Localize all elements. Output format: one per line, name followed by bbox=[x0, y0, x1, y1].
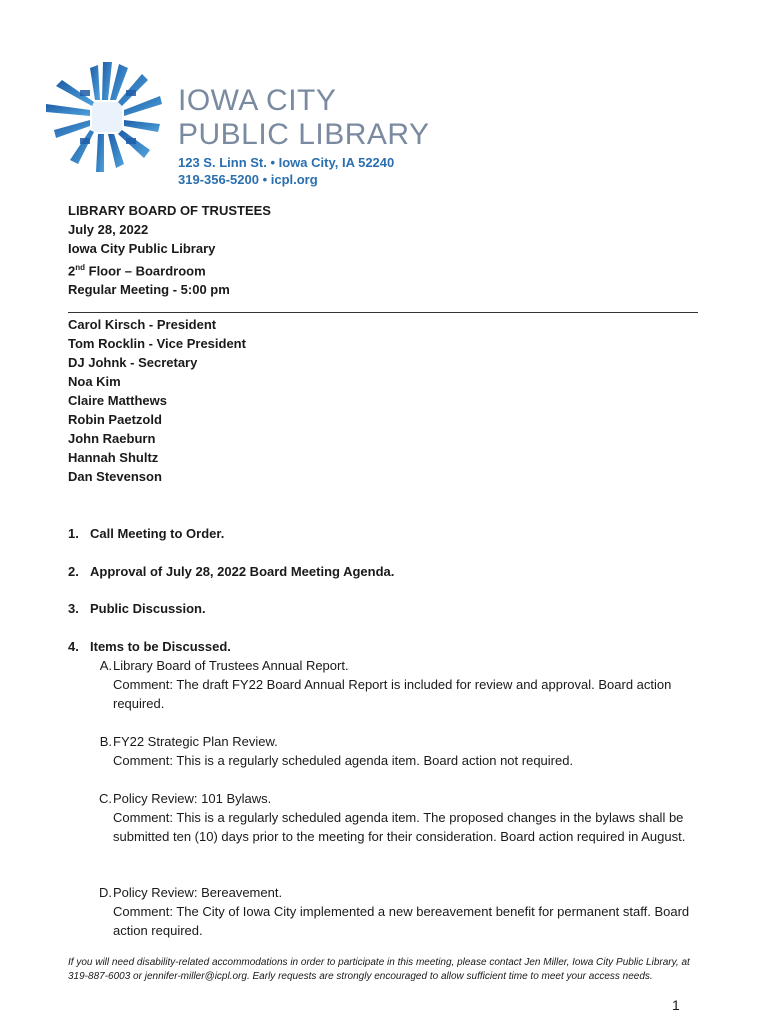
meeting-title: LIBRARY BOARD OF TRUSTEES bbox=[68, 203, 271, 218]
member-name: Hannah Shultz bbox=[68, 450, 159, 465]
agenda-item-number: 1. bbox=[68, 526, 79, 541]
meeting-time: Regular Meeting - 5:00 pm bbox=[68, 282, 230, 298]
member-name: DJ Johnk - Secretary bbox=[68, 355, 198, 370]
floor-number: 2 bbox=[68, 263, 76, 279]
divider bbox=[68, 312, 698, 313]
agenda-item-title: Public Discussion. bbox=[90, 601, 206, 616]
library-logo bbox=[40, 60, 430, 187]
agenda-item-title: Items to be Discussed. bbox=[90, 639, 231, 654]
subitem-comment: Comment: This is a regularly scheduled agenda item. The proposed changes in the bylaws shall be submitted ten (10) days prior to the meeting for their consideration. Board action required in August. bbox=[113, 810, 686, 844]
subitem-title: Policy Review: Bereavement. bbox=[113, 885, 283, 900]
subitem-letter: B. bbox=[99, 734, 112, 749]
member-name: Noa Kim bbox=[68, 374, 121, 389]
logo-address: 123 S. Linn St. • Iowa City, IA 52240 bbox=[178, 155, 395, 170]
agenda-item-number: 3. bbox=[68, 601, 79, 616]
subitem-comment: Comment: This is a regularly scheduled agenda item. Board action not required. bbox=[113, 753, 574, 768]
subitem-title: Policy Review: 101 Bylaws. bbox=[113, 791, 272, 806]
meeting-location: Iowa City Public Library bbox=[68, 241, 216, 256]
meeting-date: July 28, 2022 bbox=[68, 222, 149, 237]
logo-name-line2: PUBLIC LIBRARY bbox=[178, 118, 430, 151]
member-name: Carol Kirsch - President bbox=[68, 317, 217, 332]
agenda-item-number: 2. bbox=[68, 564, 79, 579]
agenda-item-title: Call Meeting to Order. bbox=[90, 526, 225, 541]
logo-sunburst-icon bbox=[40, 60, 175, 185]
page-number: 1 bbox=[672, 997, 680, 1013]
member-name: Tom Rocklin - Vice President bbox=[68, 336, 246, 351]
board-members-list bbox=[68, 315, 246, 486]
meeting-floor bbox=[68, 258, 271, 280]
member-name: Dan Stevenson bbox=[68, 469, 162, 484]
subitem-title: FY22 Strategic Plan Review. bbox=[113, 734, 278, 749]
subitem-comment: Comment: The draft FY22 Board Annual Report is included for review and approval. Board action required. bbox=[113, 677, 672, 711]
member-name: Claire Matthews bbox=[68, 393, 167, 408]
floor-suffix: nd bbox=[75, 263, 86, 272]
logo-name-line1: IOWA CITY bbox=[178, 84, 337, 117]
agenda-item bbox=[68, 637, 231, 656]
subitem-letter: D. bbox=[99, 885, 112, 900]
member-name: John Raeburn bbox=[68, 431, 156, 446]
logo-phone-web: 319-356-5200 • icpl.org bbox=[178, 172, 318, 187]
subitem-title: Library Board of Trustees Annual Report. bbox=[113, 658, 349, 673]
agenda-item-number: 4. bbox=[68, 639, 79, 654]
subitem-letter: A. bbox=[99, 658, 112, 673]
subitem-letter: C. bbox=[99, 791, 112, 806]
member-name: Robin Paetzold bbox=[68, 412, 162, 427]
logo-text bbox=[178, 84, 430, 188]
subitem-comment: Comment: The City of Iowa City implemented a new bereavement benefit for permanent staff. Board action required. bbox=[113, 904, 690, 938]
agenda-item bbox=[68, 562, 394, 581]
floor-room: Floor – Boardroom bbox=[85, 263, 206, 279]
agenda-item bbox=[68, 524, 224, 543]
agenda-item-title: Approval of July 28, 2022 Board Meeting Agenda. bbox=[90, 564, 395, 579]
meeting-header bbox=[68, 201, 271, 299]
agenda-item bbox=[68, 599, 206, 618]
accessibility-footer: If you will need disability-related accommodations in order to participate in this meeting, please contact Jen Miller, Iowa City Public Library, at 319-887-6003 or jennifer-miller@icpl.org. Early requests are strongly encouraged to allow sufficient time to meet your access needs. bbox=[68, 957, 690, 982]
